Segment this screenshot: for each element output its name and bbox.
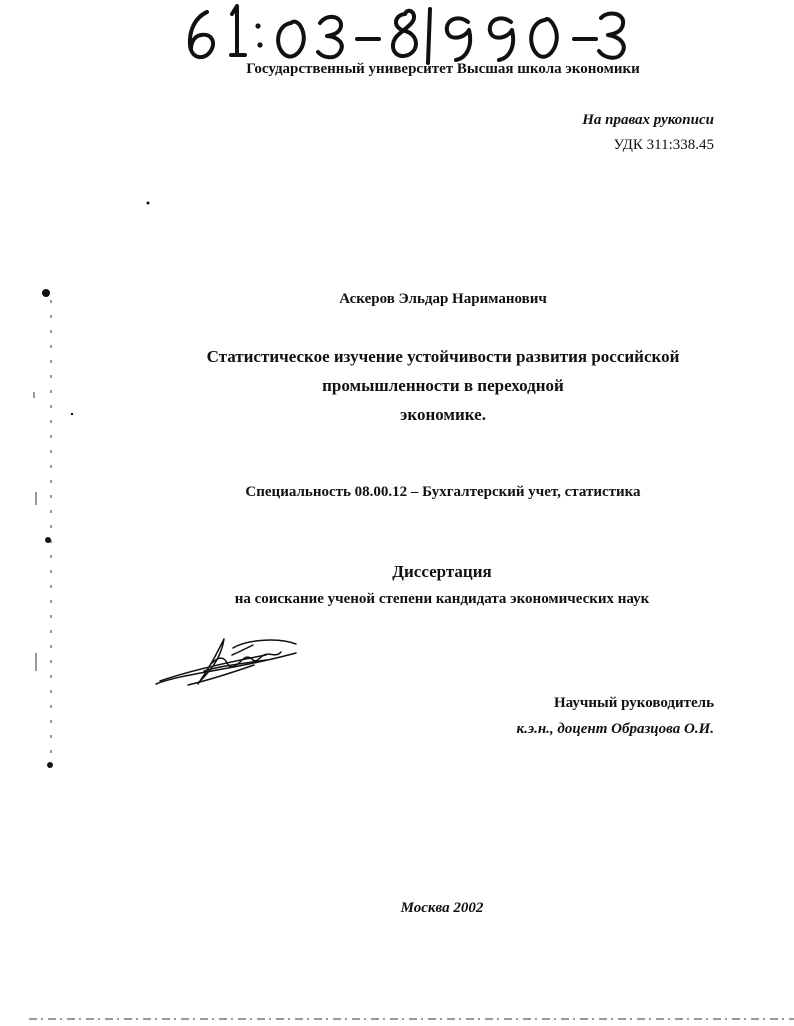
signature-icon [154,635,304,693]
supervisor-name: к.э.н., доцент Образцова О.И. [516,721,714,737]
title-line-1: Статистическое изучение устойчивости развития российской [206,347,680,366]
title-line-2: промышленности в переходной [322,376,564,395]
manuscript-rights: На правах рукописи [582,112,714,128]
city-year: Москва 2002 [400,900,484,916]
supervisor-label: Научный руководитель [554,695,714,711]
dissertation-title [193,342,693,429]
university-name: Государственный университет Высшая школа экономики [246,61,640,77]
author-name: Аскеров Эльдар Нариманович [339,291,547,307]
handwritten-archive-number [176,2,636,66]
specialty-line: Специальность 08.00.12 – Бухгалтерский учет, статистика [245,484,641,500]
dissertation-heading: Диссертация [392,562,492,581]
udc-code: УДК 311:338.45 [613,137,714,153]
degree-line: на соискание ученой степени кандидата экономических наук [234,591,650,607]
title-line-3: экономике. [400,405,486,424]
